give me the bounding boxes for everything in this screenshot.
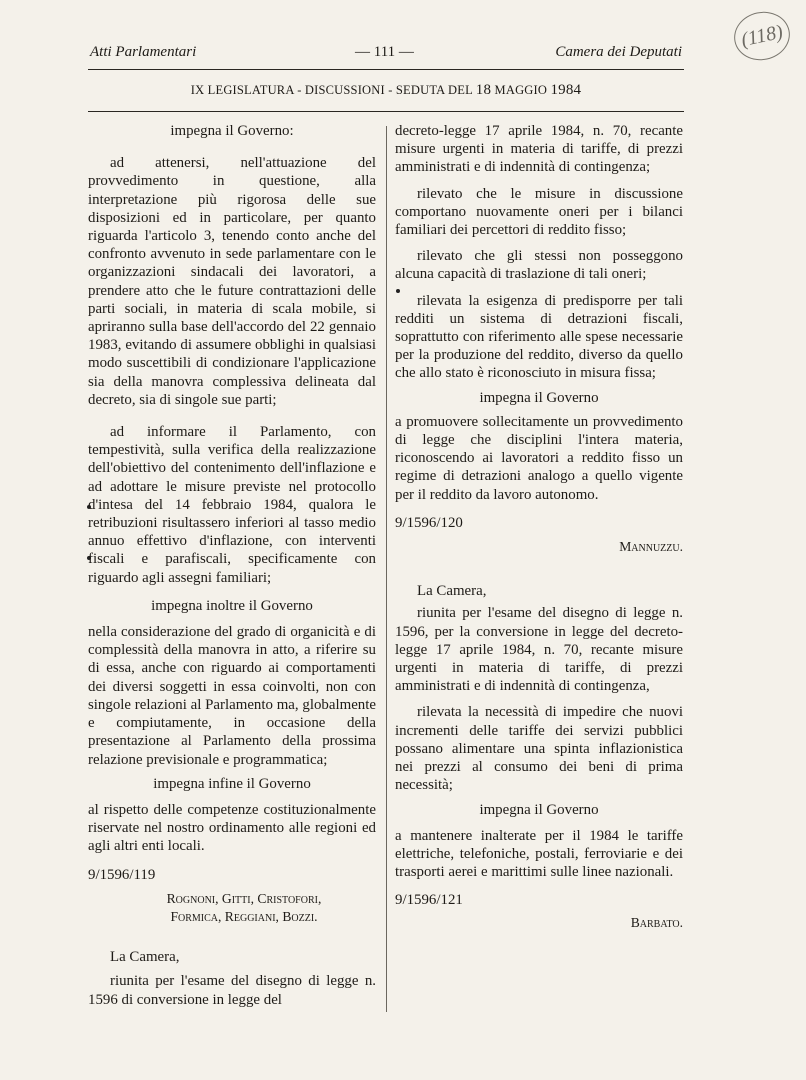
left-column: [88, 122, 376, 1009]
right-paragraph: rilevata la necessità di impedire che nuovi incrementi delle tariffe dei servizi pubblici possano alimentare una spinta inflazionistica nei prezzi al consumo dei beni di prima necessità;: [395, 704, 683, 794]
header-rule-top: [88, 69, 684, 70]
left-order-reference: 9/1596/119: [88, 866, 156, 883]
left-heading-impegna: impegna il Governo:: [170, 123, 294, 139]
right-heading-impegna-2: impegna il Governo: [479, 801, 599, 818]
left-paragraph: ad attenersi, nell'attuazione del provvedimento in questione, alla interpretazione più rigorosa delle sue disposizioni ed in particolare, per quanto riguarda l'articolo 3, tenendo conto anche del confronto avvenuto in sede parlamentare con le organizzazioni sindacali dei lavoratori, a prendere atto che le future contrattazioni delle parti sociali, in materia di scala mobile, si apriranno sulla base dell'accordo del 22 gennaio 1983, evitando di assumere obblighi in qualsiasi modo suscettibili di condizionare l'applicazione sia della manovra complessiva delineata dal decreto, sia di singole sue parti;: [88, 155, 376, 408]
header-chamber: Camera dei Deputati: [555, 44, 682, 60]
column-divider: [386, 126, 387, 1012]
right-paragraph: a mantenere inalterate per il 1984 le tariffe elettriche, telefoniche, postali, ferroviarie e dei trasporti aerei e marittimi sulle linee nazionali.: [395, 827, 683, 881]
left-paragraph: al rispetto delle competenze costituzionalmente riservate nel nostro ordinamento alle regioni ed agli altri enti locali.: [88, 801, 376, 855]
right-column: [395, 122, 683, 932]
right-order-reference: 9/1596/120: [395, 514, 463, 531]
page-number: — 111 —: [355, 44, 414, 60]
left-paragraph: ad informare il Parlamento, con tempestività, sulla verifica della realizzazione dell'obiettivo del contenimento dell'inflazione e ad adottare le misure previste nel protocollo d'intesa del 14 febbraio 1984, qualora le retribuzioni risultassero inferiori al tasso medio annuo effettivo d'inflazione, con interventi fiscali e parafiscali, specificamente con riguardo agli assegni familiari;: [88, 424, 376, 586]
right-paragraph: a promuovere sollecitamente un provvedimento di legge che disciplini l'intera materia, riconoscendo ai lavoratori a reddito fisso un regime di detrazioni analogo a quello vigente per il reddito da lavoro autonomo.: [395, 413, 683, 503]
handwritten-page-number: (118): [730, 7, 795, 66]
left-la-camera: La Camera,: [110, 949, 180, 966]
right-paragraph: rilevato che gli stessi non posseggono alcuna capacità di traslazione di tali oneri;: [395, 248, 683, 283]
right-order-reference: 9/1596/121: [395, 892, 463, 909]
left-signatories-line2: Formica, Reggiani, Bozzi.: [170, 908, 318, 924]
right-paragraph: rilevata la esigenza di predisporre per tali redditi un sistema di detrazioni fiscali, soprattutto con riferimento alle spese necessarie per la produzione del reddito, diverso da quello che allo stato è riconosciuto in misura fissa;: [395, 292, 683, 382]
left-paragraph: nella considerazione del grado di organicità e di complessità della manovra in atto, a riferire su di essa, anche con riguardo ai comportamenti dei diversi soggetti in essa coinvolti, non con singole relazioni al Parlamento ma, globalmente e compiutamente, in occasione della presentazione al Parlamento della prossima relazione previsionale e programmatica;: [88, 624, 376, 768]
right-signatory: Mannuzzu.: [619, 539, 683, 555]
right-la-camera: La Camera,: [417, 583, 487, 600]
right-signatory: Barbato.: [630, 914, 683, 930]
right-paragraph: rilevato che le misure in discussione comportano nuovamente oneri per i bilanci familiari dei percettori di reddito fisso;: [395, 185, 683, 239]
header-publication: Atti Parlamentari: [90, 44, 197, 60]
right-heading-impegna: impegna il Governo: [479, 389, 599, 406]
right-paragraph: decreto-legge 17 aprile 1984, n. 70, recante misure urgenti in materia di tariffe, di prezzi amministrati e di indennità di contingenza;: [395, 123, 683, 176]
left-signatories-line1: Rognoni, Gitti, Cristofori,: [166, 890, 322, 906]
left-heading-impegna-inoltre: impegna inoltre il Governo: [151, 597, 313, 614]
session-line: IX LEGISLATURA - DISCUSSIONI - SEDUTA DEL 18 MAGGIO 1984: [190, 82, 582, 98]
right-paragraph: riunita per l'esame del disegno di legge n. 1596, per la conversione in legge del decreto-legge 17 aprile 1984, n. 70, recante misure urgenti in materia di tariffe, di prezzi amministrati e di indennità di contingenza,: [395, 605, 683, 695]
left-heading-impegna-infine: impegna infine il Governo: [153, 775, 311, 792]
left-paragraph: riunita per l'esame del disegno di legge n. 1596 di conversione in legge del: [88, 973, 376, 1008]
header-rule-bottom: [88, 111, 684, 112]
